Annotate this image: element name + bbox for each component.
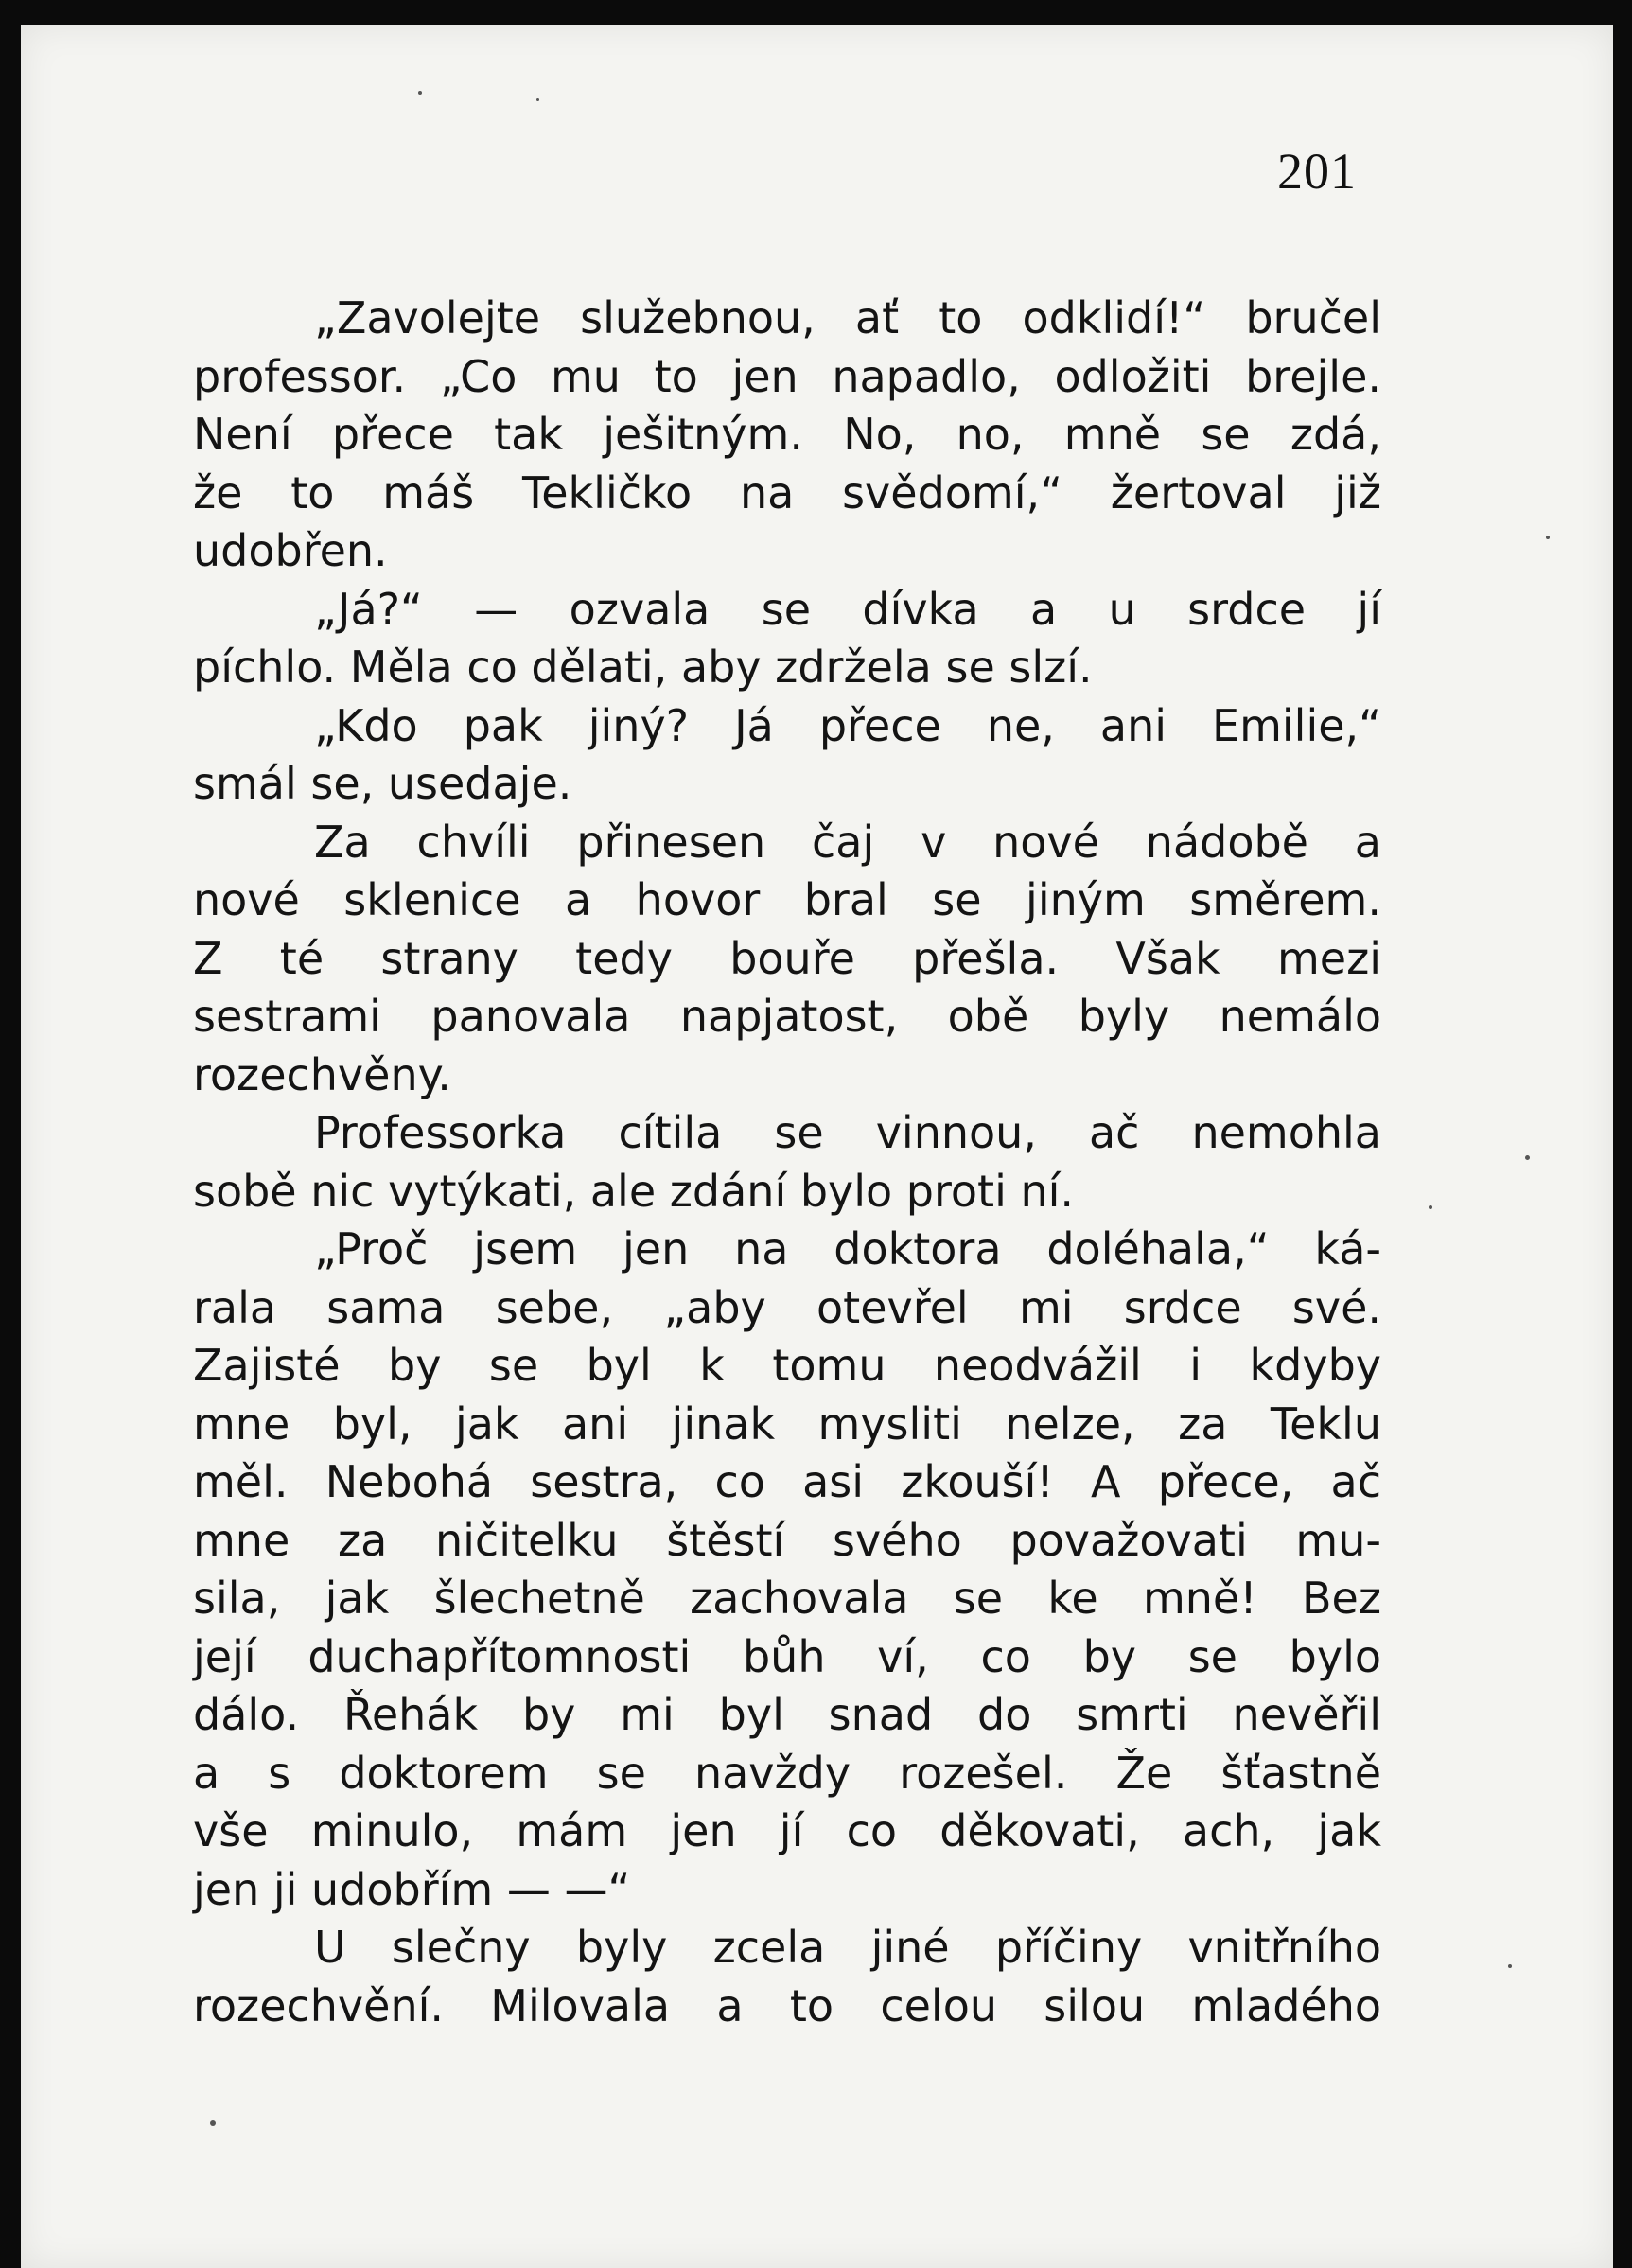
book-page [21, 25, 1613, 2268]
text-line: píchlo. Měla co dělati, aby zdržela se slzí. [193, 642, 1093, 693]
text-line: že to máš Tekličko na svědomí,“ žertoval již [193, 466, 1381, 519]
text-line: jen ji udobřím — —“ [193, 1863, 631, 1915]
text-line: Za chvíli přinesen čaj v nové nádobě a [314, 816, 1381, 868]
scan-speck [1429, 1205, 1432, 1209]
text-line: rozechvění. Milovala a to celou silou mladého [193, 1979, 1381, 2031]
text-line: vše minulo, mám jen jí co děkovati, ach, jak [193, 1805, 1381, 1856]
scan-speck [1525, 1155, 1530, 1160]
text-line: mne za ničitelku štěstí svého považovati mu- [193, 1514, 1381, 1566]
text-line: „Kdo pak jiný? Já přece ne, ani Emilie,“ [314, 699, 1381, 751]
text-line: „Proč jsem jen na doktora doléhala,“ ká- [314, 1223, 1381, 1275]
scan-speck [536, 98, 539, 101]
text-line: její duchapřítomnosti bůh ví, co by se bylo [193, 1630, 1381, 1682]
text-line: Professorka cítila se vinnou, ač nemohla [314, 1107, 1381, 1158]
text-line: rala sama sebe, „aby otevřel mi srdce své. [193, 1281, 1381, 1333]
text-line: a s doktorem se navždy rozešel. Že šťastně [193, 1747, 1381, 1799]
text-line: Není přece tak ješitným. No, no, mně se zdá, [193, 409, 1381, 460]
text-line: rozechvěny. [193, 1048, 451, 1100]
text-line: Z té strany tedy bouře přešla. Však mezi [193, 932, 1381, 984]
scan-speck [1508, 1964, 1512, 1968]
body-text [193, 290, 1381, 2035]
text-line: smál se, usedaje. [193, 758, 572, 809]
text-line: „Já?“ — ozvala se dívka a u srdce jí [314, 583, 1381, 635]
text-line: sobě nic vytýkati, ale zdání bylo proti ní. [193, 1165, 1075, 1217]
text-line: dálo. Řehák by mi byl snad do smrti nevěřil [193, 1689, 1381, 1740]
text-line: nové sklenice a hovor bral se jiným směrem. [193, 874, 1381, 925]
page-number: 201 [1277, 143, 1357, 200]
scan-speck [210, 2120, 216, 2126]
text-line: sila, jak šlechetně zachovala se ke mně! Bez [193, 1573, 1381, 1624]
text-line: U slečny byly zcela jiné příčiny vnitřního [314, 1922, 1381, 1973]
scan-speck [418, 91, 422, 95]
text-line: udobřen. [193, 525, 388, 576]
text-line: mne byl, jak ani jinak mysliti nelze, za Teklu [193, 1398, 1381, 1450]
scan-speck [1546, 536, 1550, 539]
text-line: měl. Nebohá sestra, co asi zkouší! A přece, ač [193, 1456, 1381, 1507]
text-line: professor. „Co mu to jen napadlo, odložiti brejle. [193, 350, 1381, 402]
text-line: Zajisté by se byl k tomu neodvážil i kdyby [193, 1340, 1381, 1391]
text-line: „Zavolejte služebnou, ať to odklidí!“ bručel [314, 292, 1381, 343]
text-line: sestrami panovala napjatost, obě byly nemálo [193, 991, 1381, 1042]
